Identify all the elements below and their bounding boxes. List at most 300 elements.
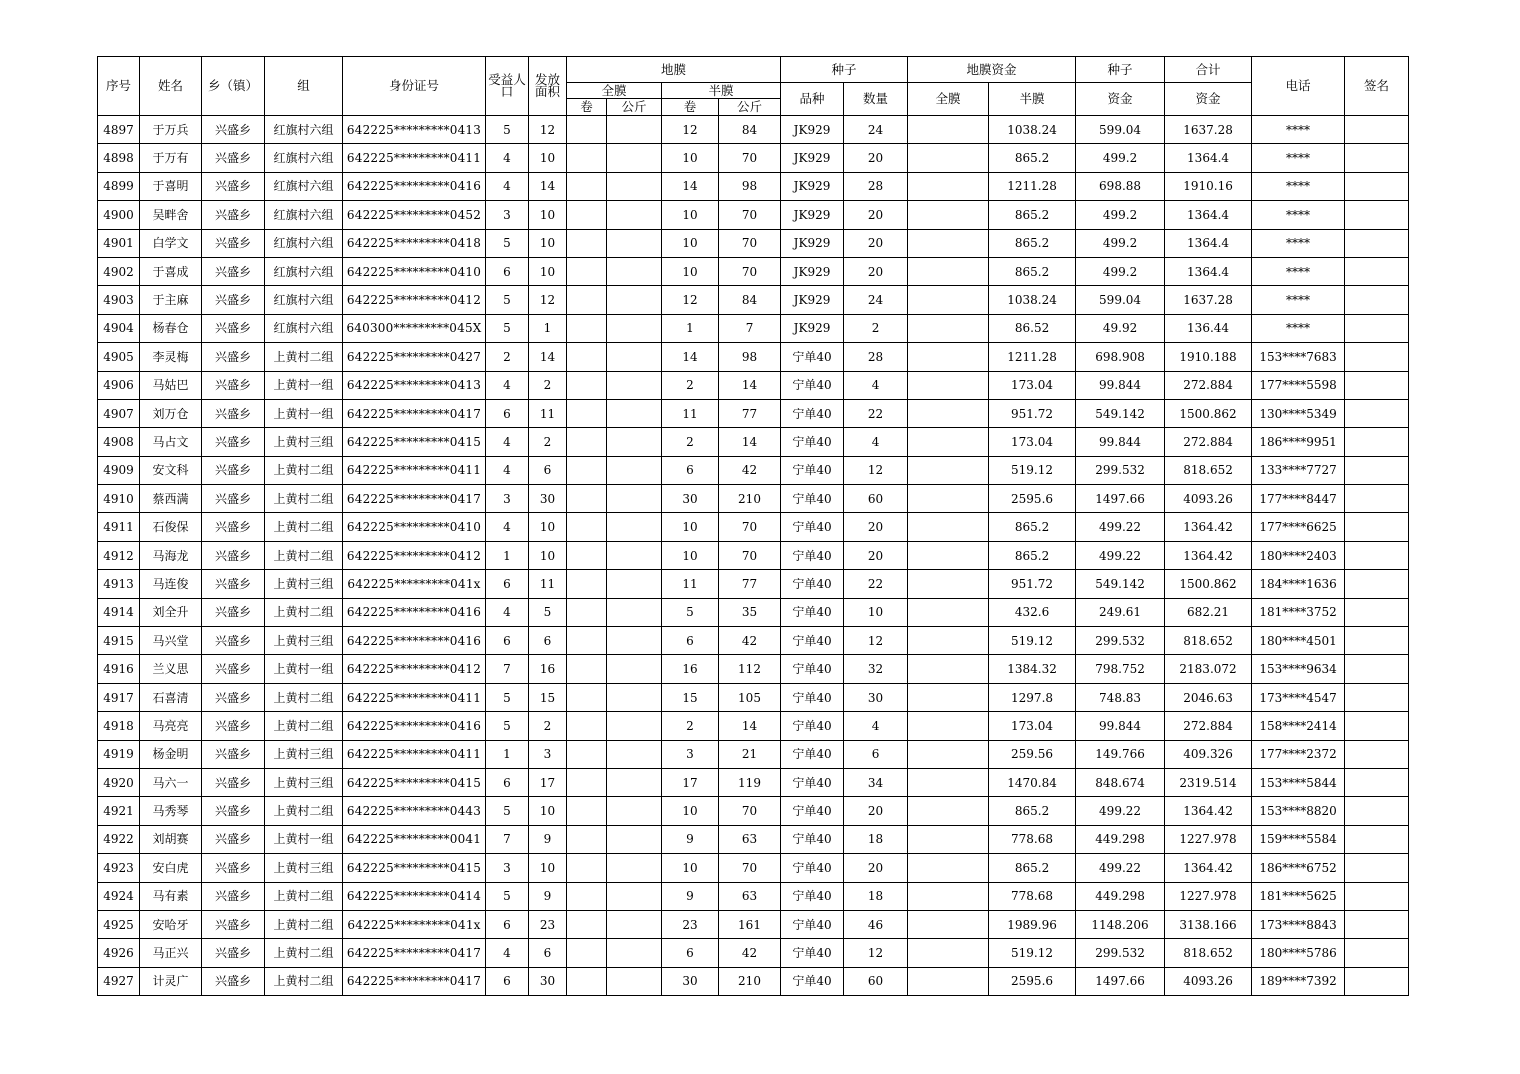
cell-full-kg <box>607 286 662 314</box>
header-seed-funds: 资金 <box>1076 83 1165 116</box>
cell-name: 刘万仓 <box>140 399 202 427</box>
cell-variety: 宁单40 <box>781 768 844 796</box>
table-row <box>98 825 1409 853</box>
cell-seq: 4905 <box>98 343 140 371</box>
cell-fund-half: 865.2 <box>989 257 1076 285</box>
cell-township: 兴盛乡 <box>202 201 265 229</box>
cell-phone: **** <box>1252 172 1345 200</box>
cell-half-kg: 14 <box>719 712 781 740</box>
cell-phone: 173****4547 <box>1252 683 1345 711</box>
cell-fund-full <box>908 939 989 967</box>
cell-half-roll: 10 <box>662 229 719 257</box>
cell-seed-fund: 698.908 <box>1076 343 1165 371</box>
cell-half-roll: 17 <box>662 768 719 796</box>
cell-seq: 4924 <box>98 882 140 910</box>
cell-half-roll: 12 <box>662 286 719 314</box>
cell-total: 409.326 <box>1165 740 1252 768</box>
cell-full-roll <box>567 116 607 144</box>
cell-name: 李灵梅 <box>140 343 202 371</box>
cell-half-roll: 30 <box>662 967 719 995</box>
cell-signature <box>1345 343 1409 371</box>
cell-full-kg <box>607 570 662 598</box>
cell-half-roll: 11 <box>662 399 719 427</box>
cell-fund-full <box>908 967 989 995</box>
cell-fund-full <box>908 343 989 371</box>
cell-total: 818.652 <box>1165 939 1252 967</box>
cell-full-roll <box>567 286 607 314</box>
header-fund-half-film: 半膜 <box>989 83 1076 116</box>
cell-fund-full <box>908 314 989 342</box>
cell-name: 刘全升 <box>140 598 202 626</box>
cell-area: 9 <box>529 882 567 910</box>
cell-beneficiaries: 3 <box>486 854 529 882</box>
cell-fund-half: 865.2 <box>989 854 1076 882</box>
cell-half-roll: 2 <box>662 428 719 456</box>
table-row <box>98 371 1409 399</box>
cell-beneficiaries: 1 <box>486 740 529 768</box>
cell-full-kg <box>607 910 662 938</box>
cell-fund-full <box>908 541 989 569</box>
cell-beneficiaries: 6 <box>486 399 529 427</box>
cell-variety: JK929 <box>781 144 844 172</box>
cell-area: 10 <box>529 854 567 882</box>
cell-total: 1364.42 <box>1165 854 1252 882</box>
cell-quantity: 60 <box>844 967 908 995</box>
cell-seed-fund: 299.532 <box>1076 939 1165 967</box>
cell-signature <box>1345 456 1409 484</box>
cell-variety: 宁单40 <box>781 967 844 995</box>
cell-half-kg: 7 <box>719 314 781 342</box>
cell-township: 兴盛乡 <box>202 882 265 910</box>
cell-seq: 4920 <box>98 768 140 796</box>
cell-variety: 宁单40 <box>781 797 844 825</box>
cell-beneficiaries: 5 <box>486 229 529 257</box>
cell-phone: **** <box>1252 257 1345 285</box>
cell-township: 兴盛乡 <box>202 598 265 626</box>
cell-signature <box>1345 740 1409 768</box>
cell-half-roll: 14 <box>662 172 719 200</box>
cell-seed-fund: 99.844 <box>1076 428 1165 456</box>
cell-half-roll: 30 <box>662 485 719 513</box>
cell-township: 兴盛乡 <box>202 570 265 598</box>
header-township: 乡（镇） <box>202 57 265 116</box>
cell-fund-half: 173.04 <box>989 428 1076 456</box>
cell-full-roll <box>567 201 607 229</box>
cell-full-roll <box>567 939 607 967</box>
cell-beneficiaries: 4 <box>486 598 529 626</box>
cell-fund-full <box>908 882 989 910</box>
cell-seq: 4909 <box>98 456 140 484</box>
cell-seq: 4916 <box>98 655 140 683</box>
cell-group: 上黄村三组 <box>265 570 343 598</box>
cell-phone: 181****3752 <box>1252 598 1345 626</box>
cell-group: 上黄村二组 <box>265 712 343 740</box>
cell-half-kg: 210 <box>719 485 781 513</box>
cell-fund-half: 2595.6 <box>989 967 1076 995</box>
cell-signature <box>1345 768 1409 796</box>
cell-group: 红旗村六组 <box>265 257 343 285</box>
header-id-number: 身份证号 <box>343 57 486 116</box>
cell-total: 1364.4 <box>1165 144 1252 172</box>
cell-total: 1227.978 <box>1165 882 1252 910</box>
cell-signature <box>1345 712 1409 740</box>
cell-township: 兴盛乡 <box>202 768 265 796</box>
cell-signature <box>1345 598 1409 626</box>
cell-variety: 宁单40 <box>781 399 844 427</box>
table-row <box>98 314 1409 342</box>
cell-quantity: 12 <box>844 627 908 655</box>
cell-variety: JK929 <box>781 172 844 200</box>
cell-seed-fund: 549.142 <box>1076 399 1165 427</box>
header-beneficiaries: 受益人口 <box>486 57 529 116</box>
cell-id-number: 642225*********0417 <box>343 399 486 427</box>
cell-id-number: 642225*********0410 <box>343 513 486 541</box>
cell-name: 于万兵 <box>140 116 202 144</box>
cell-name: 马有素 <box>140 882 202 910</box>
cell-seq: 4927 <box>98 967 140 995</box>
header-full-film: 全膜 <box>567 83 662 99</box>
cell-full-kg <box>607 456 662 484</box>
cell-signature <box>1345 854 1409 882</box>
table-row <box>98 712 1409 740</box>
cell-id-number: 642225*********0413 <box>343 116 486 144</box>
cell-fund-full <box>908 910 989 938</box>
cell-full-kg <box>607 768 662 796</box>
cell-quantity: 20 <box>844 229 908 257</box>
cell-phone: 153****5844 <box>1252 768 1345 796</box>
cell-full-roll <box>567 598 607 626</box>
cell-township: 兴盛乡 <box>202 939 265 967</box>
cell-fund-half: 1989.96 <box>989 910 1076 938</box>
cell-seq: 4906 <box>98 371 140 399</box>
cell-beneficiaries: 4 <box>486 939 529 967</box>
cell-half-kg: 84 <box>719 286 781 314</box>
cell-id-number: 642225*********041x <box>343 910 486 938</box>
cell-seq: 4910 <box>98 485 140 513</box>
cell-seed-fund: 149.766 <box>1076 740 1165 768</box>
cell-area: 2 <box>529 371 567 399</box>
cell-variety: 宁单40 <box>781 882 844 910</box>
cell-half-kg: 70 <box>719 201 781 229</box>
cell-full-kg <box>607 428 662 456</box>
cell-half-roll: 10 <box>662 144 719 172</box>
cell-quantity: 20 <box>844 541 908 569</box>
cell-fund-half: 1038.24 <box>989 116 1076 144</box>
cell-phone: 158****2414 <box>1252 712 1345 740</box>
cell-phone: 177****2372 <box>1252 740 1345 768</box>
table-row <box>98 257 1409 285</box>
cell-area: 30 <box>529 967 567 995</box>
cell-half-kg: 161 <box>719 910 781 938</box>
cell-full-kg <box>607 343 662 371</box>
cell-seed-fund: 449.298 <box>1076 882 1165 910</box>
cell-quantity: 28 <box>844 172 908 200</box>
table-row <box>98 910 1409 938</box>
cell-group: 上黄村二组 <box>265 967 343 995</box>
cell-area: 1 <box>529 314 567 342</box>
cell-name: 马姑巴 <box>140 371 202 399</box>
cell-fund-full <box>908 286 989 314</box>
cell-name: 杨金明 <box>140 740 202 768</box>
cell-fund-half: 259.56 <box>989 740 1076 768</box>
cell-fund-full <box>908 825 989 853</box>
cell-fund-half: 951.72 <box>989 570 1076 598</box>
cell-group: 上黄村一组 <box>265 825 343 853</box>
cell-fund-half: 432.6 <box>989 598 1076 626</box>
cell-half-roll: 6 <box>662 627 719 655</box>
cell-township: 兴盛乡 <box>202 627 265 655</box>
cell-group: 上黄村三组 <box>265 627 343 655</box>
cell-full-roll <box>567 683 607 711</box>
cell-seed-fund: 499.22 <box>1076 797 1165 825</box>
cell-quantity: 32 <box>844 655 908 683</box>
cell-phone: 173****8843 <box>1252 910 1345 938</box>
cell-full-roll <box>567 172 607 200</box>
table-row <box>98 144 1409 172</box>
header-half-roll: 卷 <box>662 99 719 116</box>
cell-fund-full <box>908 740 989 768</box>
cell-variety: 宁单40 <box>781 485 844 513</box>
cell-half-kg: 210 <box>719 967 781 995</box>
header-total-top: 合计 <box>1165 57 1252 83</box>
cell-half-roll: 16 <box>662 655 719 683</box>
cell-phone: 159****5584 <box>1252 825 1345 853</box>
cell-seq: 4912 <box>98 541 140 569</box>
header-total-funds: 资金 <box>1165 83 1252 116</box>
cell-full-kg <box>607 825 662 853</box>
cell-group: 上黄村三组 <box>265 740 343 768</box>
table-header <box>98 57 1409 116</box>
cell-seq: 4901 <box>98 229 140 257</box>
cell-fund-full <box>908 655 989 683</box>
cell-id-number: 642225*********0411 <box>343 683 486 711</box>
cell-seq: 4899 <box>98 172 140 200</box>
cell-group: 上黄村三组 <box>265 428 343 456</box>
distribution-table <box>97 56 1409 996</box>
cell-area: 10 <box>529 144 567 172</box>
cell-fund-full <box>908 257 989 285</box>
cell-signature <box>1345 116 1409 144</box>
cell-id-number: 642225*********0410 <box>343 257 486 285</box>
cell-group: 红旗村六组 <box>265 229 343 257</box>
cell-fund-full <box>908 116 989 144</box>
cell-id-number: 642225*********0413 <box>343 371 486 399</box>
cell-seq: 4921 <box>98 797 140 825</box>
cell-township: 兴盛乡 <box>202 286 265 314</box>
cell-group: 上黄村二组 <box>265 598 343 626</box>
cell-township: 兴盛乡 <box>202 343 265 371</box>
cell-quantity: 22 <box>844 570 908 598</box>
cell-signature <box>1345 428 1409 456</box>
cell-id-number: 642225*********0412 <box>343 541 486 569</box>
table-row <box>98 116 1409 144</box>
cell-fund-half: 865.2 <box>989 797 1076 825</box>
cell-group: 红旗村六组 <box>265 172 343 200</box>
cell-fund-half: 865.2 <box>989 229 1076 257</box>
cell-id-number: 642225*********0412 <box>343 286 486 314</box>
cell-half-kg: 42 <box>719 939 781 967</box>
cell-seq: 4907 <box>98 399 140 427</box>
cell-fund-full <box>908 172 989 200</box>
cell-quantity: 20 <box>844 257 908 285</box>
cell-beneficiaries: 5 <box>486 286 529 314</box>
cell-id-number: 642225*********0416 <box>343 712 486 740</box>
header-phone: 电话 <box>1252 57 1345 116</box>
cell-name: 马六一 <box>140 768 202 796</box>
cell-name: 马兴堂 <box>140 627 202 655</box>
cell-phone: **** <box>1252 314 1345 342</box>
cell-phone: 177****6625 <box>1252 513 1345 541</box>
cell-signature <box>1345 371 1409 399</box>
cell-full-kg <box>607 712 662 740</box>
cell-phone: 153****7683 <box>1252 343 1345 371</box>
table-row <box>98 485 1409 513</box>
cell-half-roll: 1 <box>662 314 719 342</box>
cell-fund-full <box>908 627 989 655</box>
header-variety: 品种 <box>781 83 844 116</box>
cell-seed-fund: 299.532 <box>1076 456 1165 484</box>
cell-beneficiaries: 5 <box>486 882 529 910</box>
cell-fund-full <box>908 428 989 456</box>
cell-area: 23 <box>529 910 567 938</box>
cell-quantity: 4 <box>844 428 908 456</box>
cell-full-kg <box>607 740 662 768</box>
cell-full-kg <box>607 314 662 342</box>
cell-beneficiaries: 7 <box>486 655 529 683</box>
cell-area: 10 <box>529 541 567 569</box>
cell-seq: 4911 <box>98 513 140 541</box>
cell-total: 1364.4 <box>1165 201 1252 229</box>
cell-full-roll <box>567 257 607 285</box>
cell-signature <box>1345 825 1409 853</box>
table-row <box>98 967 1409 995</box>
cell-quantity: 24 <box>844 286 908 314</box>
cell-seed-fund: 1497.66 <box>1076 485 1165 513</box>
cell-signature <box>1345 541 1409 569</box>
cell-seq: 4900 <box>98 201 140 229</box>
table-row <box>98 343 1409 371</box>
cell-id-number: 642225*********0418 <box>343 229 486 257</box>
cell-id-number: 642225*********0411 <box>343 456 486 484</box>
cell-area: 10 <box>529 229 567 257</box>
cell-half-roll: 9 <box>662 825 719 853</box>
cell-signature <box>1345 683 1409 711</box>
header-signature: 签名 <box>1345 57 1409 116</box>
cell-quantity: 34 <box>844 768 908 796</box>
cell-seed-fund: 449.298 <box>1076 825 1165 853</box>
cell-fund-half: 865.2 <box>989 541 1076 569</box>
cell-phone: 180****2403 <box>1252 541 1345 569</box>
cell-beneficiaries: 2 <box>486 343 529 371</box>
cell-variety: 宁单40 <box>781 683 844 711</box>
cell-seq: 4913 <box>98 570 140 598</box>
cell-area: 6 <box>529 627 567 655</box>
cell-total: 818.652 <box>1165 456 1252 484</box>
cell-full-kg <box>607 967 662 995</box>
cell-area: 12 <box>529 286 567 314</box>
cell-signature <box>1345 257 1409 285</box>
cell-id-number: 642225*********0443 <box>343 797 486 825</box>
cell-id-number: 642225*********0411 <box>343 144 486 172</box>
cell-total: 136.44 <box>1165 314 1252 342</box>
cell-total: 272.884 <box>1165 428 1252 456</box>
cell-quantity: 10 <box>844 598 908 626</box>
cell-id-number: 642225*********0417 <box>343 485 486 513</box>
cell-variety: 宁单40 <box>781 598 844 626</box>
cell-variety: 宁单40 <box>781 371 844 399</box>
cell-variety: JK929 <box>781 116 844 144</box>
cell-fund-full <box>908 485 989 513</box>
table-row <box>98 399 1409 427</box>
table-row <box>98 541 1409 569</box>
table-row <box>98 655 1409 683</box>
cell-area: 30 <box>529 485 567 513</box>
cell-area: 3 <box>529 740 567 768</box>
cell-variety: 宁单40 <box>781 570 844 598</box>
cell-township: 兴盛乡 <box>202 513 265 541</box>
cell-variety: 宁单40 <box>781 910 844 938</box>
cell-quantity: 24 <box>844 116 908 144</box>
cell-quantity: 28 <box>844 343 908 371</box>
header-half-film: 半膜 <box>662 83 781 99</box>
cell-group: 上黄村二组 <box>265 513 343 541</box>
cell-group: 红旗村六组 <box>265 144 343 172</box>
cell-seed-fund: 499.22 <box>1076 541 1165 569</box>
cell-full-roll <box>567 314 607 342</box>
cell-variety: 宁单40 <box>781 740 844 768</box>
cell-seq: 4897 <box>98 116 140 144</box>
cell-group: 上黄村二组 <box>265 343 343 371</box>
cell-name: 马秀琴 <box>140 797 202 825</box>
header-area: 发放面积 <box>529 57 567 116</box>
cell-quantity: 4 <box>844 712 908 740</box>
cell-signature <box>1345 513 1409 541</box>
cell-variety: 宁单40 <box>781 456 844 484</box>
cell-seed-fund: 848.674 <box>1076 768 1165 796</box>
cell-fund-half: 951.72 <box>989 399 1076 427</box>
cell-area: 14 <box>529 172 567 200</box>
cell-full-kg <box>607 144 662 172</box>
cell-beneficiaries: 4 <box>486 456 529 484</box>
cell-name: 马正兴 <box>140 939 202 967</box>
header-film: 地膜 <box>567 57 781 83</box>
cell-total: 1364.4 <box>1165 229 1252 257</box>
cell-full-roll <box>567 541 607 569</box>
cell-signature <box>1345 314 1409 342</box>
cell-half-roll: 6 <box>662 456 719 484</box>
cell-id-number: 642225*********0427 <box>343 343 486 371</box>
cell-total: 818.652 <box>1165 627 1252 655</box>
cell-phone: 130****5349 <box>1252 399 1345 427</box>
cell-id-number: 642225*********0415 <box>343 854 486 882</box>
table-row <box>98 229 1409 257</box>
cell-seq: 4919 <box>98 740 140 768</box>
cell-half-kg: 70 <box>719 257 781 285</box>
cell-quantity: 22 <box>844 399 908 427</box>
cell-half-roll: 23 <box>662 910 719 938</box>
cell-half-kg: 98 <box>719 172 781 200</box>
cell-full-kg <box>607 854 662 882</box>
cell-half-kg: 70 <box>719 144 781 172</box>
cell-quantity: 2 <box>844 314 908 342</box>
cell-beneficiaries: 6 <box>486 967 529 995</box>
cell-quantity: 46 <box>844 910 908 938</box>
cell-fund-half: 173.04 <box>989 371 1076 399</box>
cell-variety: JK929 <box>781 286 844 314</box>
table-row <box>98 939 1409 967</box>
cell-signature <box>1345 967 1409 995</box>
cell-name: 于万有 <box>140 144 202 172</box>
